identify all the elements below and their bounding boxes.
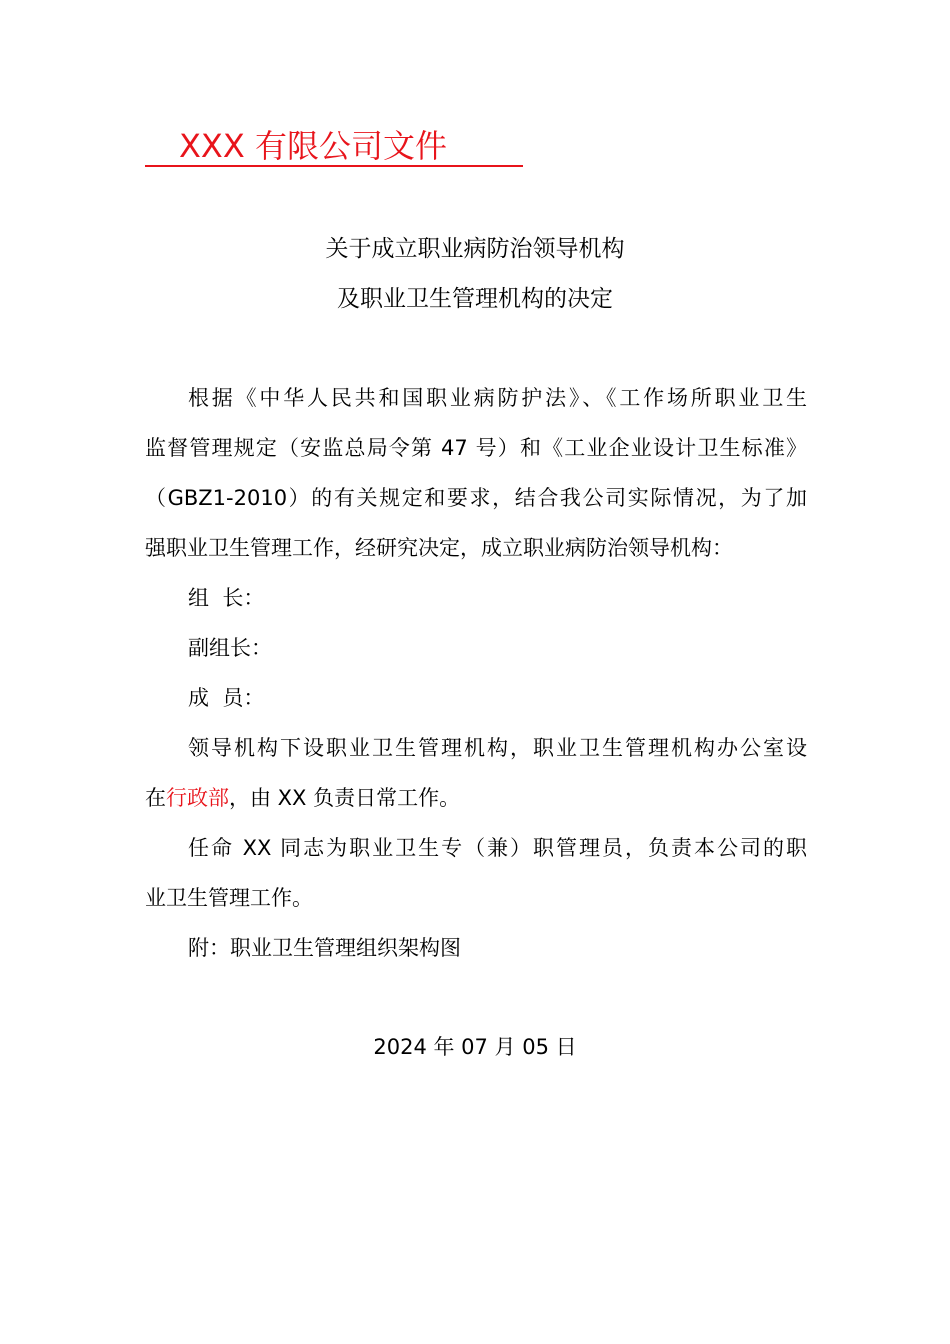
paragraph-basis: [145, 373, 807, 573]
deputy-leader-label: 副组长：: [188, 636, 272, 660]
paragraph-attachment: [145, 923, 807, 973]
paragraph-line: 根据《中华人民共和国职业病防护法》、《工作场所职业卫生: [188, 386, 807, 410]
paragraph-office: [145, 723, 807, 823]
leader-label: 组 长：: [188, 586, 265, 610]
document-title-line-2: 及职业卫生管理机构的决定: [337, 286, 613, 312]
paragraph-line: 任命 XX 同志为职业卫生专（兼）职管理员，负责本公司的职: [188, 836, 807, 860]
paragraph-line: 监督管理规定（安监总局令第 47 号）和《工业企业设计卫生标准》: [145, 436, 807, 460]
paragraph-line: 业卫生管理工作。: [145, 886, 313, 910]
letterhead-title: XXX 有限公司文件: [179, 127, 447, 165]
office-prefix: 在: [145, 786, 166, 810]
paragraph-line: [145, 773, 807, 823]
roster: [145, 573, 807, 723]
document-title-line-1: 关于成立职业病防治领导机构: [325, 236, 625, 262]
admin-department-highlight: 行政部: [166, 786, 229, 810]
letterhead: [145, 126, 523, 167]
document-date: 2024 年 07 月 05 日: [373, 1035, 577, 1059]
office-suffix: ，由 XX 负责日常工作。: [229, 786, 461, 810]
paragraph-line: （GBZ1-2010）的有关规定和要求，结合我公司实际情况，为了加: [145, 486, 807, 510]
paragraph-appointment: [145, 823, 807, 923]
paragraph-line: 领导机构下设职业卫生管理机构，职业卫生管理机构办公室设: [188, 736, 807, 760]
attachment-note: 附：职业卫生管理组织架构图: [188, 936, 461, 960]
paragraph-line: 强职业卫生管理工作，经研究决定，成立职业病防治领导机构：: [145, 536, 733, 560]
members-label: 成 员：: [188, 686, 265, 710]
